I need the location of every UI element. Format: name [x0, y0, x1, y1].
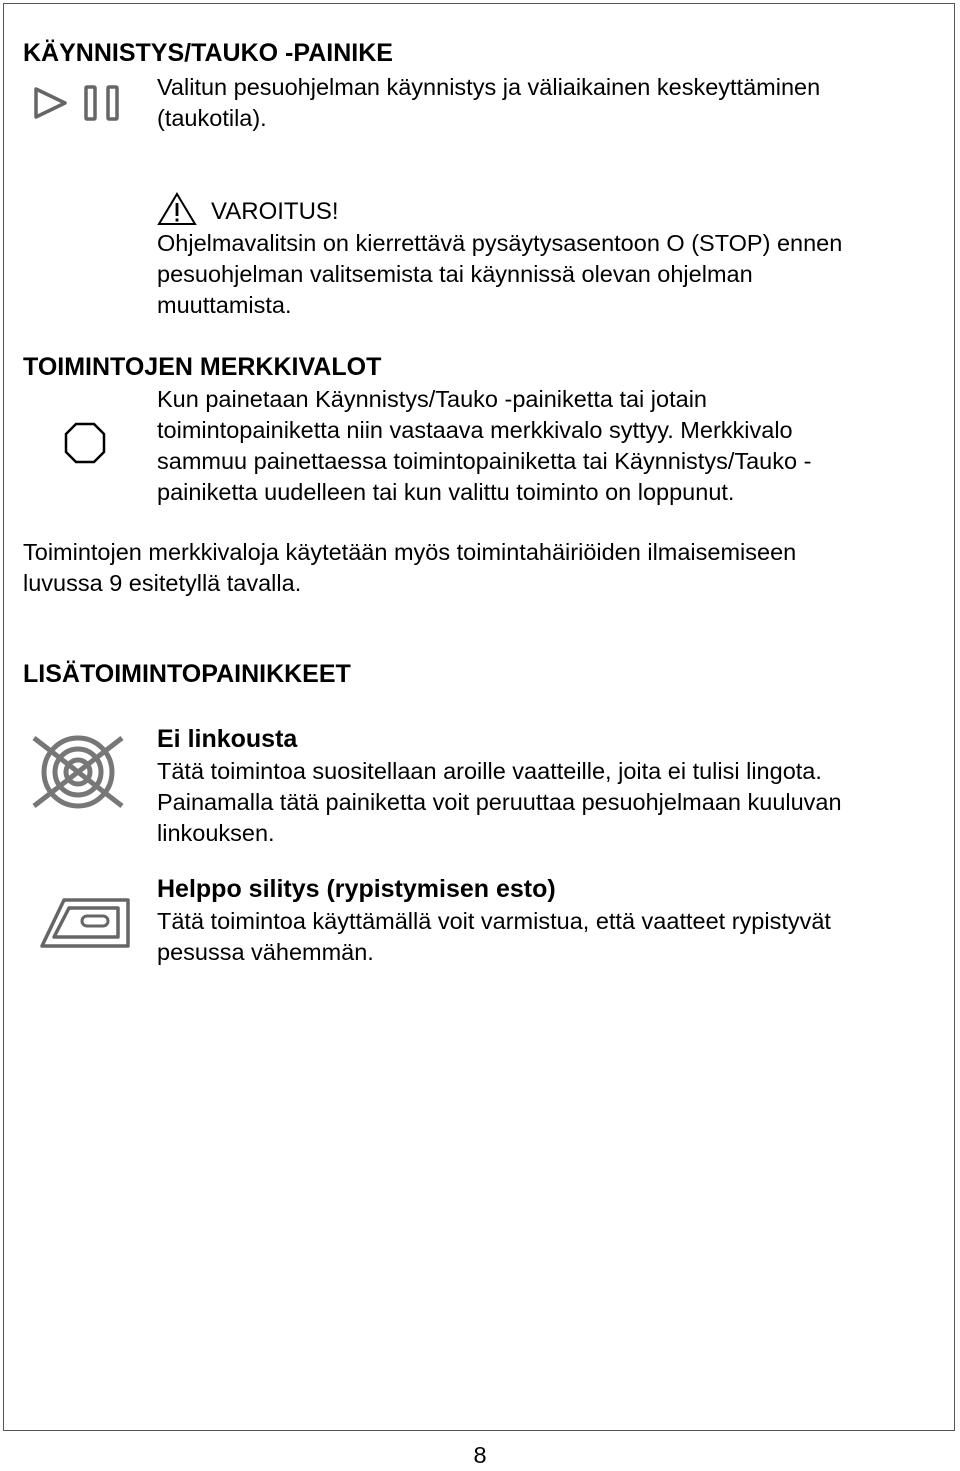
text-line: Painamalla tätä painiketta voit peruuttaa pesuohjelmaan kuuluvan [157, 789, 842, 815]
warning-text [157, 228, 842, 321]
page-border [3, 3, 955, 1431]
text-line: Valitun pesuohjelman käynnistys ja väliaikainen keskeyttäminen [157, 74, 821, 100]
text-line: (taukotila). [157, 105, 267, 131]
warning-title: VAROITUS! [211, 198, 339, 225]
text-line: luvussa 9 esitetyllä tavalla. [23, 570, 302, 596]
indicators-description [157, 384, 811, 508]
indicator-light-icon [64, 422, 106, 464]
easy-iron-title: Helppo silitys (rypistymisen esto) [157, 875, 556, 903]
text-line: pesussa vähemmän. [157, 939, 374, 965]
indicators-note [23, 537, 796, 599]
indicators-heading: TOIMINTOJEN MERKKIVALOT [23, 353, 382, 381]
easy-iron-icon [36, 892, 136, 952]
text-line: Toimintojen merkkivaloja käytetään myös toimintahäiriöiden ilmaisemiseen [23, 539, 797, 565]
text-line: sammuu painettaessa toimintopainiketta tai Käynnistys/Tauko - [157, 448, 812, 474]
text-line: painiketta uudelleen tai kun valittu toiminto on loppunut. [157, 479, 735, 505]
no-spin-title: Ei linkousta [157, 725, 298, 753]
text-line: Tätä toimintoa suositellaan aroille vaatteille, joita ei tulisi lingota. [157, 758, 822, 784]
start-pause-heading: KÄYNNISTYS/TAUKO -PAINIKE [23, 39, 393, 67]
extra-functions-heading: LISÄTOIMINTOPAINIKKEET [23, 660, 351, 688]
no-spin-description [157, 756, 842, 849]
play-pause-icon [32, 84, 124, 122]
start-pause-description [157, 72, 820, 134]
text-line: muuttamista. [157, 292, 292, 318]
text-line: Kun painetaan Käynnistys/Tauko -painiketta tai jotain [157, 386, 707, 412]
easy-iron-description [157, 906, 831, 968]
warning-triangle-icon [157, 192, 197, 226]
page-number: 8 [473, 1442, 487, 1468]
text-line: linkouksen. [157, 820, 275, 846]
no-spin-icon [28, 732, 128, 812]
text-line: toimintopainiketta niin vastaava merkkivalo syttyy. Merkkivalo [157, 417, 793, 443]
text-line: Tätä toimintoa käyttämällä voit varmistua, että vaatteet rypistyvät [157, 908, 831, 934]
text-line: pesuohjelman valitsemista tai käynnissä olevan ohjelman [157, 261, 753, 287]
text-line: Ohjelmavalitsin on kierrettävä pysäytysasentoon O (STOP) ennen [157, 230, 843, 256]
